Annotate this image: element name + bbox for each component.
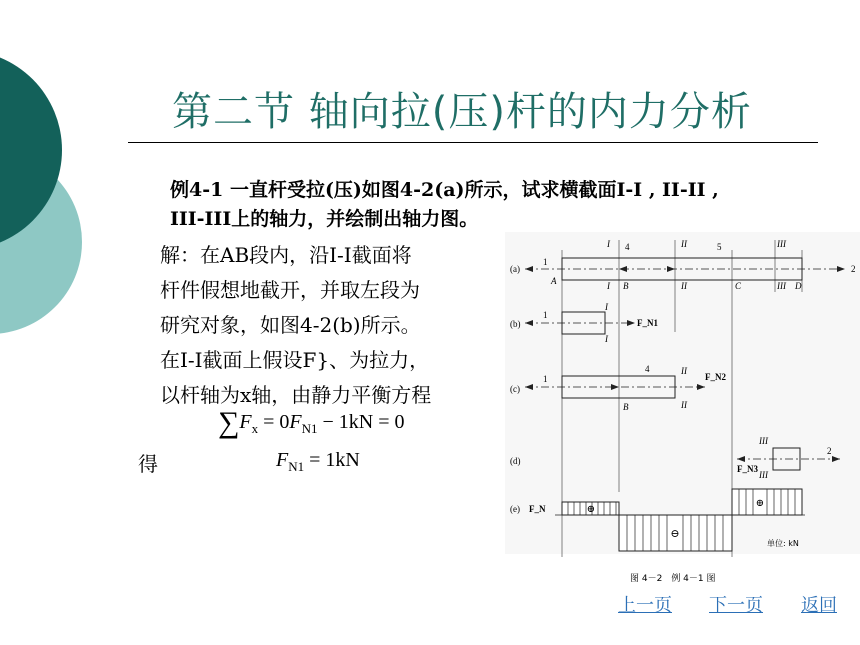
section-ii-c-top: II	[681, 366, 687, 376]
equilibrium-equation	[218, 406, 405, 440]
end-value-b: 1	[543, 310, 548, 320]
section-ii-top: II	[681, 239, 687, 249]
solution-line: 杆件假想地截开，并取左段为	[160, 278, 420, 302]
eq-rest: − 1kN = 0	[317, 411, 405, 433]
section-ii-c-bottom: II	[681, 400, 687, 410]
section-i-bottom: I	[607, 281, 610, 291]
force-fn3: F_N3	[737, 464, 758, 474]
section-i-b-top: I	[605, 302, 608, 312]
force-fn: F_N	[529, 504, 546, 514]
end-value-right: 2	[851, 264, 856, 274]
eq-f2: F	[289, 411, 302, 433]
segment-value-5: 5	[717, 242, 722, 252]
problem-statement	[170, 176, 719, 234]
plus-sign-ab: ⊕	[586, 504, 596, 515]
section-i-b-bottom: I	[605, 334, 608, 344]
end-value-d: 2	[827, 446, 832, 456]
eq-sub-n1: N1	[301, 421, 318, 436]
force-fn2: F_N2	[705, 372, 726, 382]
point-b-c: B	[623, 402, 629, 412]
decorative-circles	[0, 0, 140, 400]
point-a: A	[551, 276, 557, 286]
section-ii-bottom: II	[681, 281, 687, 291]
row-label-d: (d)	[510, 456, 521, 466]
section-iii-top: III	[777, 239, 786, 249]
eq-mid: = 0	[258, 411, 290, 433]
point-c: C	[735, 281, 742, 291]
solution-line: 解：在AB段内，沿I-I截面将	[160, 243, 412, 267]
res-sub-n1: N1	[288, 459, 305, 474]
res-rest: = 1kN	[304, 449, 360, 471]
result-equation	[276, 449, 360, 475]
eq-sub-x: x	[251, 421, 259, 436]
end-value-c: 1	[543, 374, 548, 384]
row-label-b: (b)	[510, 319, 521, 329]
section-iii-d-bottom: III	[759, 470, 768, 480]
force-fn1: F_N1	[637, 318, 658, 328]
eq-f: F	[239, 411, 252, 433]
row-label-c: (c)	[510, 384, 520, 394]
solution-line: 研究对象，如图4-2(b)所示。	[160, 313, 421, 337]
solution-text	[160, 238, 431, 413]
section-i-top: I	[607, 239, 610, 249]
segment-value-4: 4	[625, 242, 630, 252]
segment-value-c: 4	[645, 364, 650, 374]
res-f: F	[276, 449, 289, 471]
prev-page-link[interactable]: 上一页	[618, 595, 672, 616]
point-b: B	[623, 281, 629, 291]
point-d: D	[795, 281, 802, 291]
next-page-link[interactable]: 下一页	[709, 595, 763, 616]
solution-line: 以杆轴为x轴，由静力平衡方程	[160, 383, 432, 407]
problem-line-1: 例4-1 一直杆受拉(压)如图4-2(a)所示，试求横截面I-I , II-II ,	[170, 179, 719, 201]
solution-line: 在I-I截面上假设F}、为拉力，	[160, 348, 430, 372]
minus-sign-bc: ⊖	[670, 528, 680, 540]
row-label-a: (a)	[510, 264, 520, 274]
section-iii-d-top: III	[759, 436, 768, 446]
back-link[interactable]: 返回	[801, 595, 837, 616]
result-label: 得	[138, 452, 158, 476]
plus-sign-cd: ⊕	[755, 498, 765, 509]
figure-4-2	[505, 232, 860, 592]
end-value-left: 1	[543, 257, 548, 267]
unit-label: 单位: kN	[767, 539, 799, 548]
slide-title: 第二节 轴向拉(压)杆的内力分析	[172, 89, 752, 135]
title-divider	[128, 142, 818, 143]
figure-caption: 图 4－2 例 4－1 图	[630, 574, 716, 584]
section-iii-bottom: III	[777, 281, 786, 291]
row-label-e: (e)	[510, 504, 520, 514]
sigma-symbol: ∑	[218, 406, 240, 439]
problem-line-2: III-III上的轴力，并绘制出轴力图。	[170, 208, 479, 230]
